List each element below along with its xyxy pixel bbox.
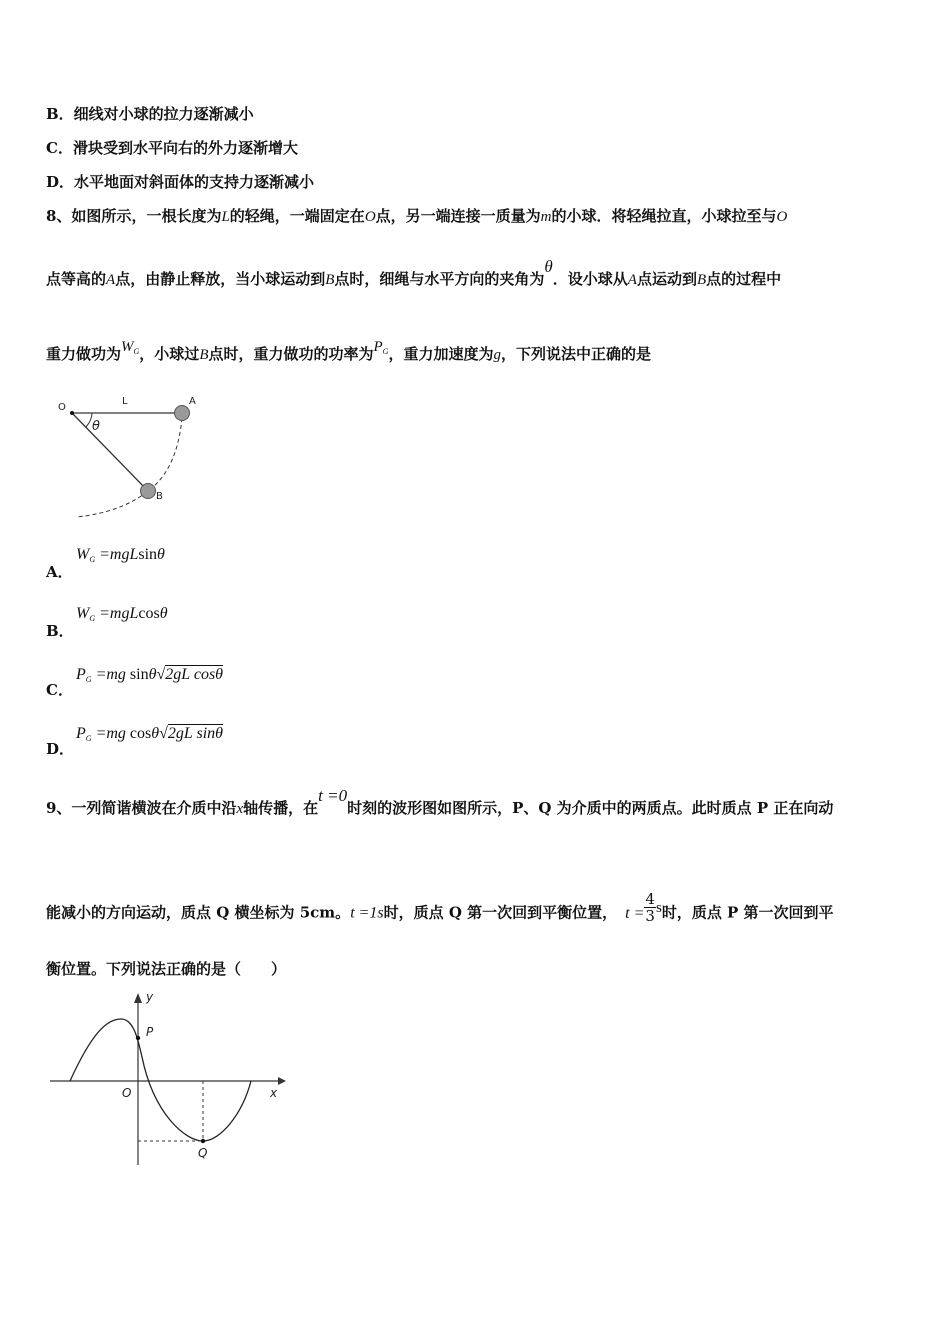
label-p: P (146, 1025, 154, 1039)
q8-option-d-label: D． (46, 740, 75, 758)
ball-a (175, 406, 190, 421)
point-q (201, 1139, 205, 1143)
q8-option-b-formula: $W_G =mgLcos\theta$ (76, 605, 168, 623)
label-l: L (122, 396, 128, 407)
pivot-point (70, 411, 74, 415)
q8-text-line-1: 8、如图所示，一根长度为L的轻绳，一端固定在O点，另一端连接一质量为m的小球．将轻绳拉直，小球拉至与O (46, 207, 788, 225)
q9-text-line-1: 9、一列简谐横波在介质中沿x轴传播，在t =0时刻的波形图如图所示，P、Q 为介质中的两质点。此时质点 P 正在向动 (46, 786, 834, 817)
ball-b (141, 484, 156, 499)
q9-text-line-2: 能减小的方向运动，质点 Q 横坐标为 5cm。t =1s时，质点 Q 第一次回到平衡位置， t = $\frac{4}{3}$ s时，质点 P 第一次回到平 (46, 890, 834, 925)
q7-option-d: D．水平地面对斜面体的支持力逐渐减小 (46, 173, 315, 191)
q8-option-b-label: B． (46, 622, 74, 640)
q8-option-c-formula: $P_G =mg$ sinθ√2gL cosθ (76, 666, 224, 684)
label-y: y (146, 990, 154, 1004)
label-o: O (58, 402, 66, 413)
q7-option-b: B．细线对小球的拉力逐渐减小 (46, 105, 254, 123)
label-x: x (270, 1086, 278, 1100)
wave-curve (70, 1019, 251, 1141)
wave-figure (46, 985, 296, 1170)
label-origin: O (122, 1086, 132, 1100)
y-axis-arrow (134, 993, 142, 1003)
label-b: B (156, 491, 163, 502)
x-axis-arrow (278, 1077, 286, 1085)
pendulum-figure (52, 390, 212, 525)
q8-text-line-2: 点等高的A点，由静止释放，当小球运动到B点时，细绳与水平方向的夹角为θ．设小球从A点运动到B点的过程中 (46, 257, 782, 288)
point-p (136, 1036, 140, 1040)
label-a: A (189, 396, 196, 407)
q8-option-c-label: C． (46, 681, 73, 699)
label-theta: θ (92, 419, 100, 434)
q7-option-c: C．滑块受到水平向右的外力逐渐增大 (46, 139, 298, 157)
q8-option-d-formula: $P_G =mg$ cosθ√2gL sinθ (76, 725, 224, 743)
rope-to-b (72, 413, 148, 491)
label-q: Q (198, 1146, 208, 1160)
q8-text-line-3: 重力做功为$W_G$，小球过B点时，重力做功的功率为$P_G$，重力加速度为g，下列说法中正确的是 (46, 339, 651, 363)
q8-option-a-formula: $W_G =mgLsin\theta$ (76, 546, 165, 564)
q9-text-line-3: 衡位置。下列说法正确的是（ ） (46, 960, 287, 978)
q8-option-a-label: A． (46, 563, 73, 581)
